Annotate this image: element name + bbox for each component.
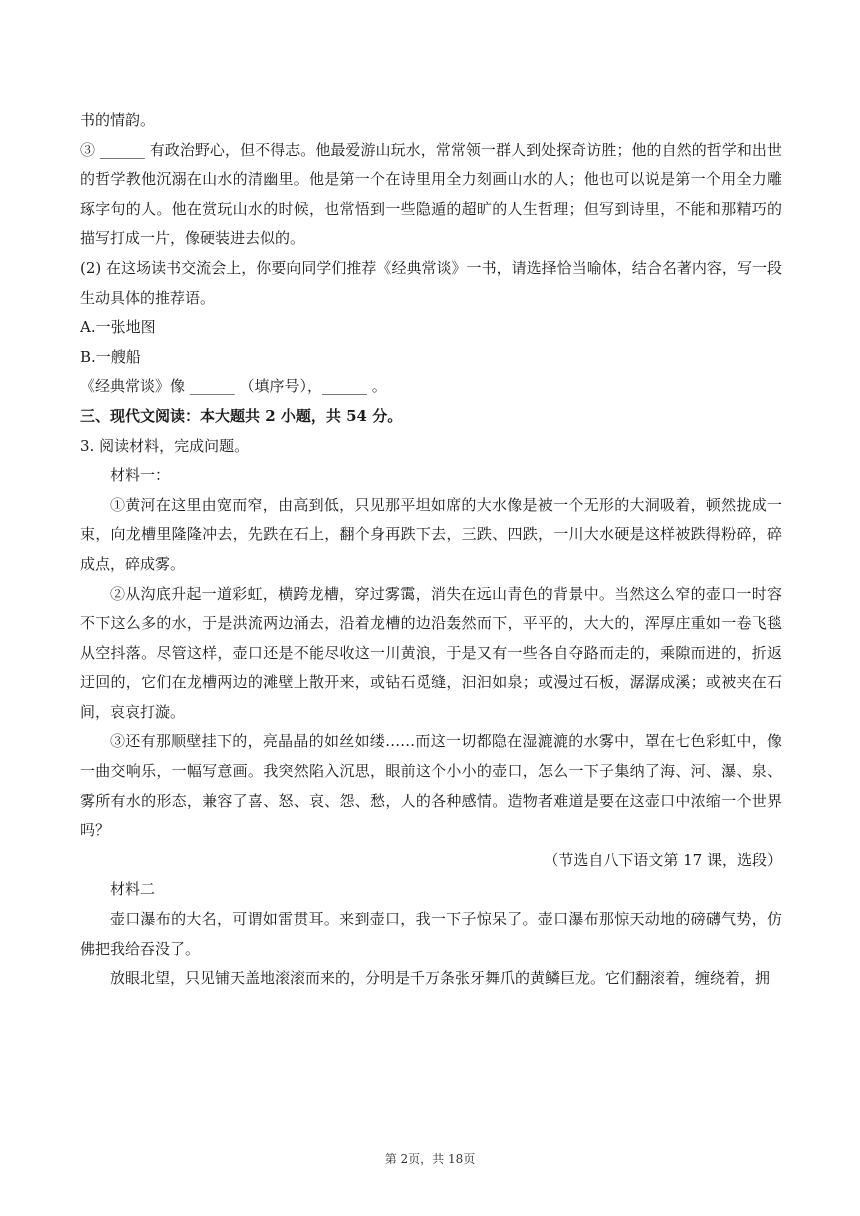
document-body [80,106,782,994]
question-2: (2) 在这场读书交流会上，你要向同学们推荐《经典常谈》一书，请选择恰当喻体，结合名著内容，写一段生动具体的推荐语。 [80,258,782,307]
question-3: 3. 阅读材料，完成问题。 [80,436,250,455]
material-one-paragraph-2: ②从沟底升起一道彩虹，横跨龙槽，穿过雾霭，消失在远山青色的背景中。当然这么窄的壶口一时容不下这么多的水，于是洪流两边涌去，沿着龙槽的边沿轰然而下，平平的，大大的，浑厚庄重如一卷飞毯从空抖落。尽管这样，壶口还是不能尽收这一川黄浪，于是又有一些各自夺路而走的，乘隙而进的，折返迂回的，它们在龙槽两边的滩壁上散开来，或钻石觅缝，汩汩如泉；或漫过石板，潺潺成溪；或被夹在石间，哀哀打漩。 [80,584,782,721]
section-heading: 三、现代文阅读：本大题共 2 小题，共 54 分。 [80,406,403,425]
material-two-paragraph-2: 放眼北望，只见铺天盖地滚滚而来的，分明是千万条张牙舞爪的黄鳞巨龙。它们翻滚着，缠绕着，拥 [110,969,771,988]
page-footer: 第 2页，共 18页 [384,1152,476,1166]
material-one-paragraph-1: ①黄河在这里由宽而窄，由高到低，只见那平坦如席的大水像是被一个无形的大洞吸着，顿然拢成一束，向龙槽里隆隆冲去，先跌在石上，翻个身再跌下去，三跌、四跌，一川大水硬是这样被跌得粉碎，碎成点，碎成雾。 [80,495,782,573]
passage-item-3: ③ ______ 有政治野心，但不得志。他最爱游山玩水，常常领一群人到处探奇访胜；他的自然的哲学和出世的哲学教他沉溺在山水的清幽里。他是第一个在诗里用全力刻画山水的人；他也可以说是第一个用全力雕琢字句的人。他在赏玩山水的时候，也常悟到一些隐遁的超旷的人生哲理；但写到诗里，不能和那精巧的描写打成一片，像硬装进去似的。 [80,140,782,248]
material-one-label: 材料一： [110,466,171,485]
material-two-paragraph-1: 壶口瀑布的大名，可谓如雷贯耳。来到壶口，我一下子惊呆了。壶口瀑布那惊天动地的磅礴气势，仿佛把我给吞没了。 [80,910,782,958]
fill-in-line: 《经典常谈》像 ______ （填序号），______ 。 [80,377,387,396]
material-two-label: 材料二 [110,880,156,899]
text-line: 书的情韵。 [80,111,156,129]
material-one-paragraph-3: ③还有那顺壁挂下的，亮晶晶的如丝如缕……而这一切都隐在湿漉漉的水雾中，罩在七色彩虹中，像一曲交响乐，一幅写意画。我突然陷入沉思，眼前这个小小的壶口，怎么一下子集纳了海、河、瀑、泉、雾所有水的形态，兼容了喜、怒、哀、怨、愁，人的各种感情。造物者难道是要在这壶口中浓缩一个世界吗？ [80,732,782,840]
option-b: B.一艘船 [80,347,141,366]
source-note: （节选自八下语文第 17 课，选段） [543,850,782,869]
option-a: A.一张地图 [80,318,156,337]
